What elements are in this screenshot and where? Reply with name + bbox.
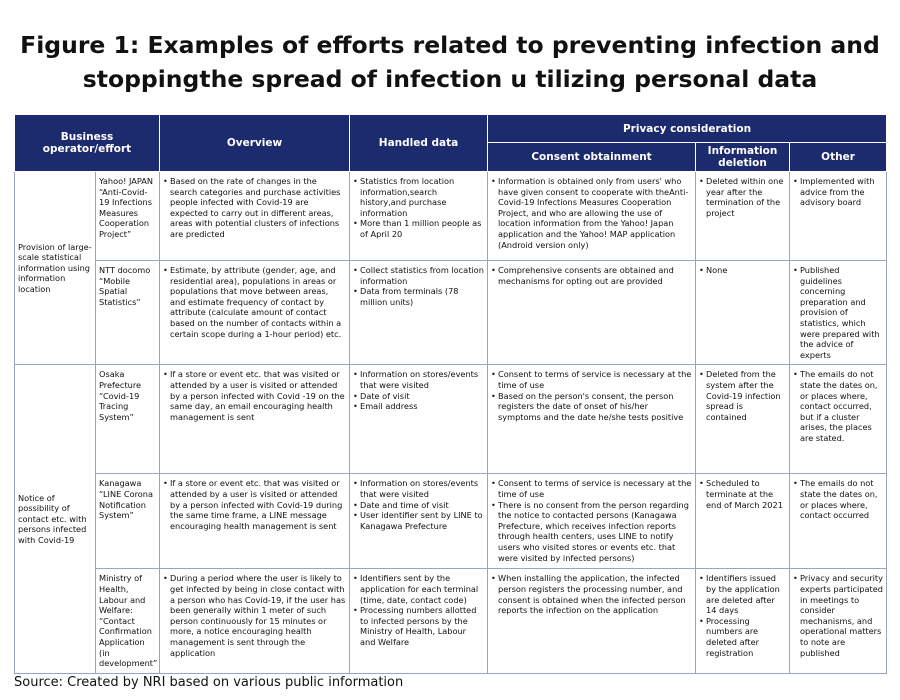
header-privacy: Privacy consideration — [488, 115, 887, 143]
list-item: • If a store or event etc. that was visited or attended by a user is visited or attended by a person infected with Covid-19 during the same time frame, a LINE message encouraging health management is sent — [163, 478, 346, 531]
header-handled-data: Handled data — [350, 115, 488, 172]
list-item: • Deleted within one year after the termination of the project — [699, 176, 786, 218]
table-row — [15, 261, 887, 365]
table-row — [15, 474, 887, 569]
other-cell — [790, 365, 887, 474]
deletion-cell — [696, 172, 790, 261]
list-item: • Processing numbers allotted to infected persons by the Ministry of Health, Labour and Welfare — [353, 605, 484, 647]
operator-cell: Kanagawa “LINE Corona Notification System” — [96, 474, 160, 569]
header-consent: Consent obtainment — [488, 143, 696, 172]
overview-cell — [160, 365, 350, 474]
group-label: Notice of possibility of contact etc. with persons infected with Covid-19 — [15, 365, 96, 673]
list-item: • Information on stores/events that were visited — [353, 369, 484, 390]
list-item: • Data from terminals (78 million units) — [353, 286, 484, 307]
list-item: • Information on stores/events that were visited — [353, 478, 484, 499]
list-item: • Published guidelines concerning preparation and provision of statistics, which were prepared with the advice of experts — [793, 265, 883, 360]
group-label: Provision of large-scale statistical information using information location — [15, 172, 96, 365]
other-cell — [790, 261, 887, 365]
handled-data-cell — [350, 365, 488, 474]
list-item: • Consent to terms of service is necessary at the time of use — [491, 369, 692, 390]
figure-title-line-2: stoppingthe spread of infection u tilizing personal data — [82, 65, 818, 93]
list-item: • Collect statistics from location information — [353, 265, 484, 286]
list-item: • The emails do not state the dates on, or places where, contact occurred, but if a cluster arises, the places are stated. — [793, 369, 883, 443]
consent-cell — [488, 474, 696, 569]
list-item: • More than 1 million people as of April 20 — [353, 218, 484, 239]
header-other: Other — [790, 143, 887, 172]
overview-cell — [160, 474, 350, 569]
efforts-table — [14, 114, 887, 674]
list-item: • Identifiers issued by the application are deleted after 14 days — [699, 573, 786, 615]
operator-cell: Osaka Prefecture “Covid-19 Tracing System” — [96, 365, 160, 474]
list-item: • Comprehensive consents are obtained and mechanisms for opting out are provided — [491, 265, 692, 286]
list-item: • Based on the person's consent, the person registers the date of onset of his/her symptoms and the date he/she tests positive — [491, 391, 692, 423]
list-item: • Statistics from location information,search history,and purchase information — [353, 176, 484, 218]
handled-data-cell — [350, 474, 488, 569]
list-item: • When installing the application, the infected person registers the processing number, and consent is obtained when the infected person reports the infection on the application — [491, 573, 692, 615]
consent-cell — [488, 569, 696, 673]
overview-cell — [160, 172, 350, 261]
list-item: • Information is obtained only from users' who have given consent to cooperate with theAnti-Covid-19 Infections Measures Cooperation Project, and who are allowing the use of location information from the Yahoo! Japan application and the Yahoo! MAP application (Android version only) — [491, 176, 692, 250]
deletion-cell — [696, 569, 790, 673]
operator-cell: NTT docomo “Mobile Spatial Statistics” — [96, 261, 160, 365]
consent-cell — [488, 172, 696, 261]
list-item: • Email address — [353, 401, 484, 412]
header-business: Business operator/effort — [15, 115, 160, 172]
other-cell — [790, 172, 887, 261]
deletion-cell — [696, 474, 790, 569]
list-item: • Date of visit — [353, 391, 484, 402]
other-cell — [790, 569, 887, 673]
consent-cell — [488, 365, 696, 474]
list-item: • During a period where the user is likely to get infected by being in close contact with a person who has Covid-19, if the user has been generally within 1 meter of such person continuously for 15 minutes or more, a notice encouraging health management is sent through the application — [163, 573, 346, 658]
list-item: • There is no consent from the person regarding the notice to contacted persons (Kanagawa Prefecture, which receives infection reports through health centers, uses LINE to notify users who visited stores or events etc. that were visited by infected persons) — [491, 500, 692, 564]
list-item: • The emails do not state the dates on, or places where, contact occurred — [793, 478, 883, 520]
table-row — [15, 569, 887, 673]
operator-cell: Ministry of Health, Labour and Welfare: “Contact Confirmation Application (in development” — [96, 569, 160, 673]
handled-data-cell — [350, 172, 488, 261]
list-item: • Scheduled to terminate at the end of March 2021 — [699, 478, 786, 510]
table-row — [15, 365, 887, 474]
header-overview: Overview — [160, 115, 350, 172]
header-deletion: Information deletion — [696, 143, 790, 172]
list-item: • User identifier sent by LINE to Kanagawa Prefecture — [353, 510, 484, 531]
other-cell — [790, 474, 887, 569]
list-item: • Privacy and security experts participated in meetings to consider mechanisms, and operational matters to note are published — [793, 573, 883, 658]
figure-title — [0, 28, 900, 96]
overview-cell — [160, 569, 350, 673]
handled-data-cell — [350, 569, 488, 673]
deletion-cell — [696, 261, 790, 365]
table-row — [15, 172, 887, 261]
list-item: • Identifiers sent by the application for each terminal (time, date, contact code) — [353, 573, 484, 605]
list-item: • None — [699, 265, 786, 276]
list-item: • Processing numbers are deleted after registration — [699, 616, 786, 658]
overview-cell — [160, 261, 350, 365]
deletion-cell — [696, 365, 790, 474]
list-item: • Implemented with advice from the advisory board — [793, 176, 883, 208]
list-item: • Based on the rate of changes in the search categories and purchase activities people infected with Covid-19 are expected to carry out in different areas, areas with potential clusters of infections are predicted — [163, 176, 346, 240]
operator-cell: Yahoo! JAPAN “Anti-Covid-19 Infections Measures Cooperation Project” — [96, 172, 160, 261]
list-item: • If a store or event etc. that was visited or attended by a user is visited or attended by a person infected with Covid -19 on the same day, an email encouraging health management is sent — [163, 369, 346, 422]
figure-title-line-1: Figure 1: Examples of efforts related to preventing infection and — [20, 31, 880, 59]
list-item: • Estimate, by attribute (gender, age, and residential area), populations in areas or populations that move between areas, and estimate frequency of contact by attribute (calculate amount of contact based on the number of contacts within a certain scope during a 1-hour period) etc. — [163, 265, 346, 339]
consent-cell — [488, 261, 696, 365]
source-note: Source: Created by NRI based on various public information — [14, 675, 404, 690]
list-item: • Consent to terms of service is necessary at the time of use — [491, 478, 692, 499]
list-item: • Deleted from the system after the Covid-19 infection spread is contained — [699, 369, 786, 422]
list-item: • Date and time of visit — [353, 500, 484, 511]
handled-data-cell — [350, 261, 488, 365]
